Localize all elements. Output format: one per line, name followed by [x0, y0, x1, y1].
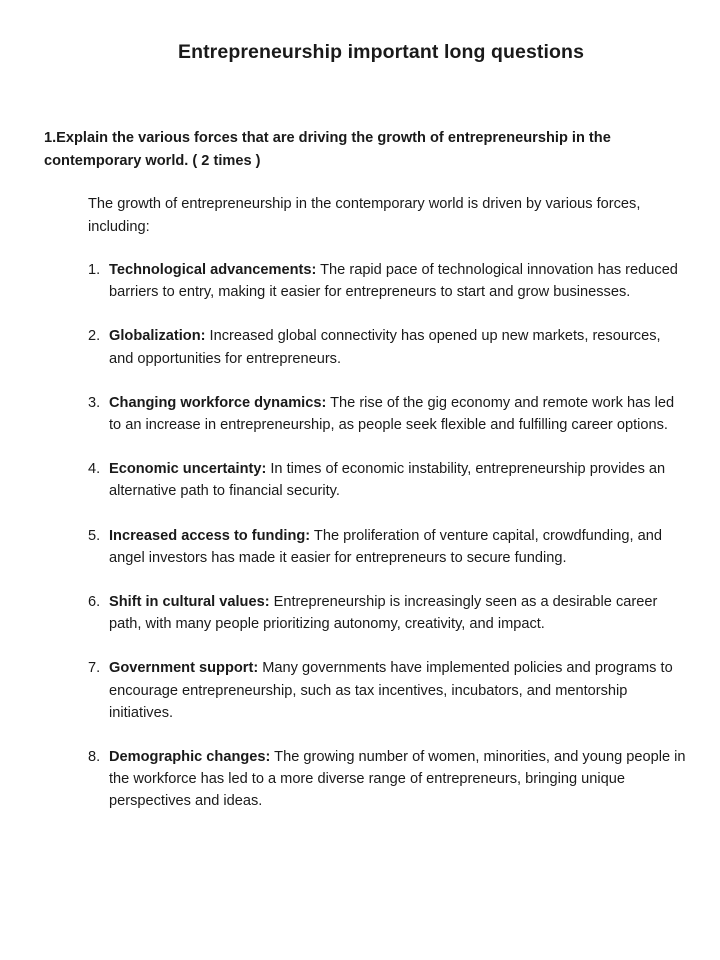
list-item: [88, 392, 688, 436]
item-number: 1.: [88, 262, 101, 278]
item-text: Increased global connectivity has opened up new markets, resources, and opportunities for entrepreneurs.: [109, 328, 661, 367]
item-term: Changing workforce dynamics:: [109, 394, 327, 411]
item-number: 3.: [88, 394, 101, 411]
item-text: The rapid pace of technological innovation has reduced barriers to entry, making it easier for entrepreneurs to start and grow businesses.: [109, 262, 678, 301]
list-item: [88, 259, 688, 303]
item-number: 6.: [88, 594, 101, 611]
forces-list: [88, 259, 688, 835]
list-item: [88, 525, 688, 569]
list-item: [88, 746, 688, 813]
item-term: Increased access to funding:: [109, 527, 311, 544]
item-number: 2.: [88, 328, 101, 345]
item-number: 4.: [88, 461, 101, 478]
item-text: Entrepreneurship is increasingly seen as a desirable career path, with many people prioritizing autonomy, creativity, and impact.: [109, 594, 658, 633]
list-item: [88, 458, 688, 502]
item-term: Economic uncertainty:: [109, 461, 267, 478]
item-number: 7.: [88, 660, 101, 677]
item-text: The proliferation of venture capital, crowdfunding, and angel investors has made it easier for entrepreneurs to secure funding.: [109, 527, 662, 566]
item-text: The rise of the gig economy and remote work has led to an increase in entrepreneurship, as people seek flexible and fulfilling career options.: [109, 394, 675, 434]
item-text: Many governments have implemented policies and programs to encourage entrepreneurship, such as tax incentives, incubators, and mentorship initiatives.: [109, 660, 673, 721]
item-term: Government support:: [109, 660, 259, 677]
question-heading: 1.Explain the various forces that are driving the growth of entrepreneurship in the contemporary world. ( 2 times ): [44, 130, 611, 169]
item-term: Globalization:: [109, 328, 206, 345]
item-text: In times of economic instability, entrepreneurship provides an alternative path to financial security.: [109, 461, 666, 500]
list-item: [88, 591, 688, 635]
item-term: Shift in cultural values:: [109, 594, 270, 611]
item-term: Demographic changes:: [109, 749, 271, 766]
answer-intro: The growth of entrepreneurship in the contemporary world is driven by various forces, including:: [88, 196, 641, 235]
page-title: Entrepreneurship important long questions: [177, 41, 585, 63]
list-item: [88, 325, 688, 369]
item-term: Technological advancements:: [109, 262, 317, 278]
item-number: 5.: [88, 527, 101, 544]
item-number: 8.: [88, 749, 101, 766]
item-text: The growing number of women, minorities, and young people in the workforce has led to a more diverse range of entrepreneurs, bringing unique perspectives and ideas.: [109, 749, 686, 810]
list-item: [88, 657, 688, 724]
